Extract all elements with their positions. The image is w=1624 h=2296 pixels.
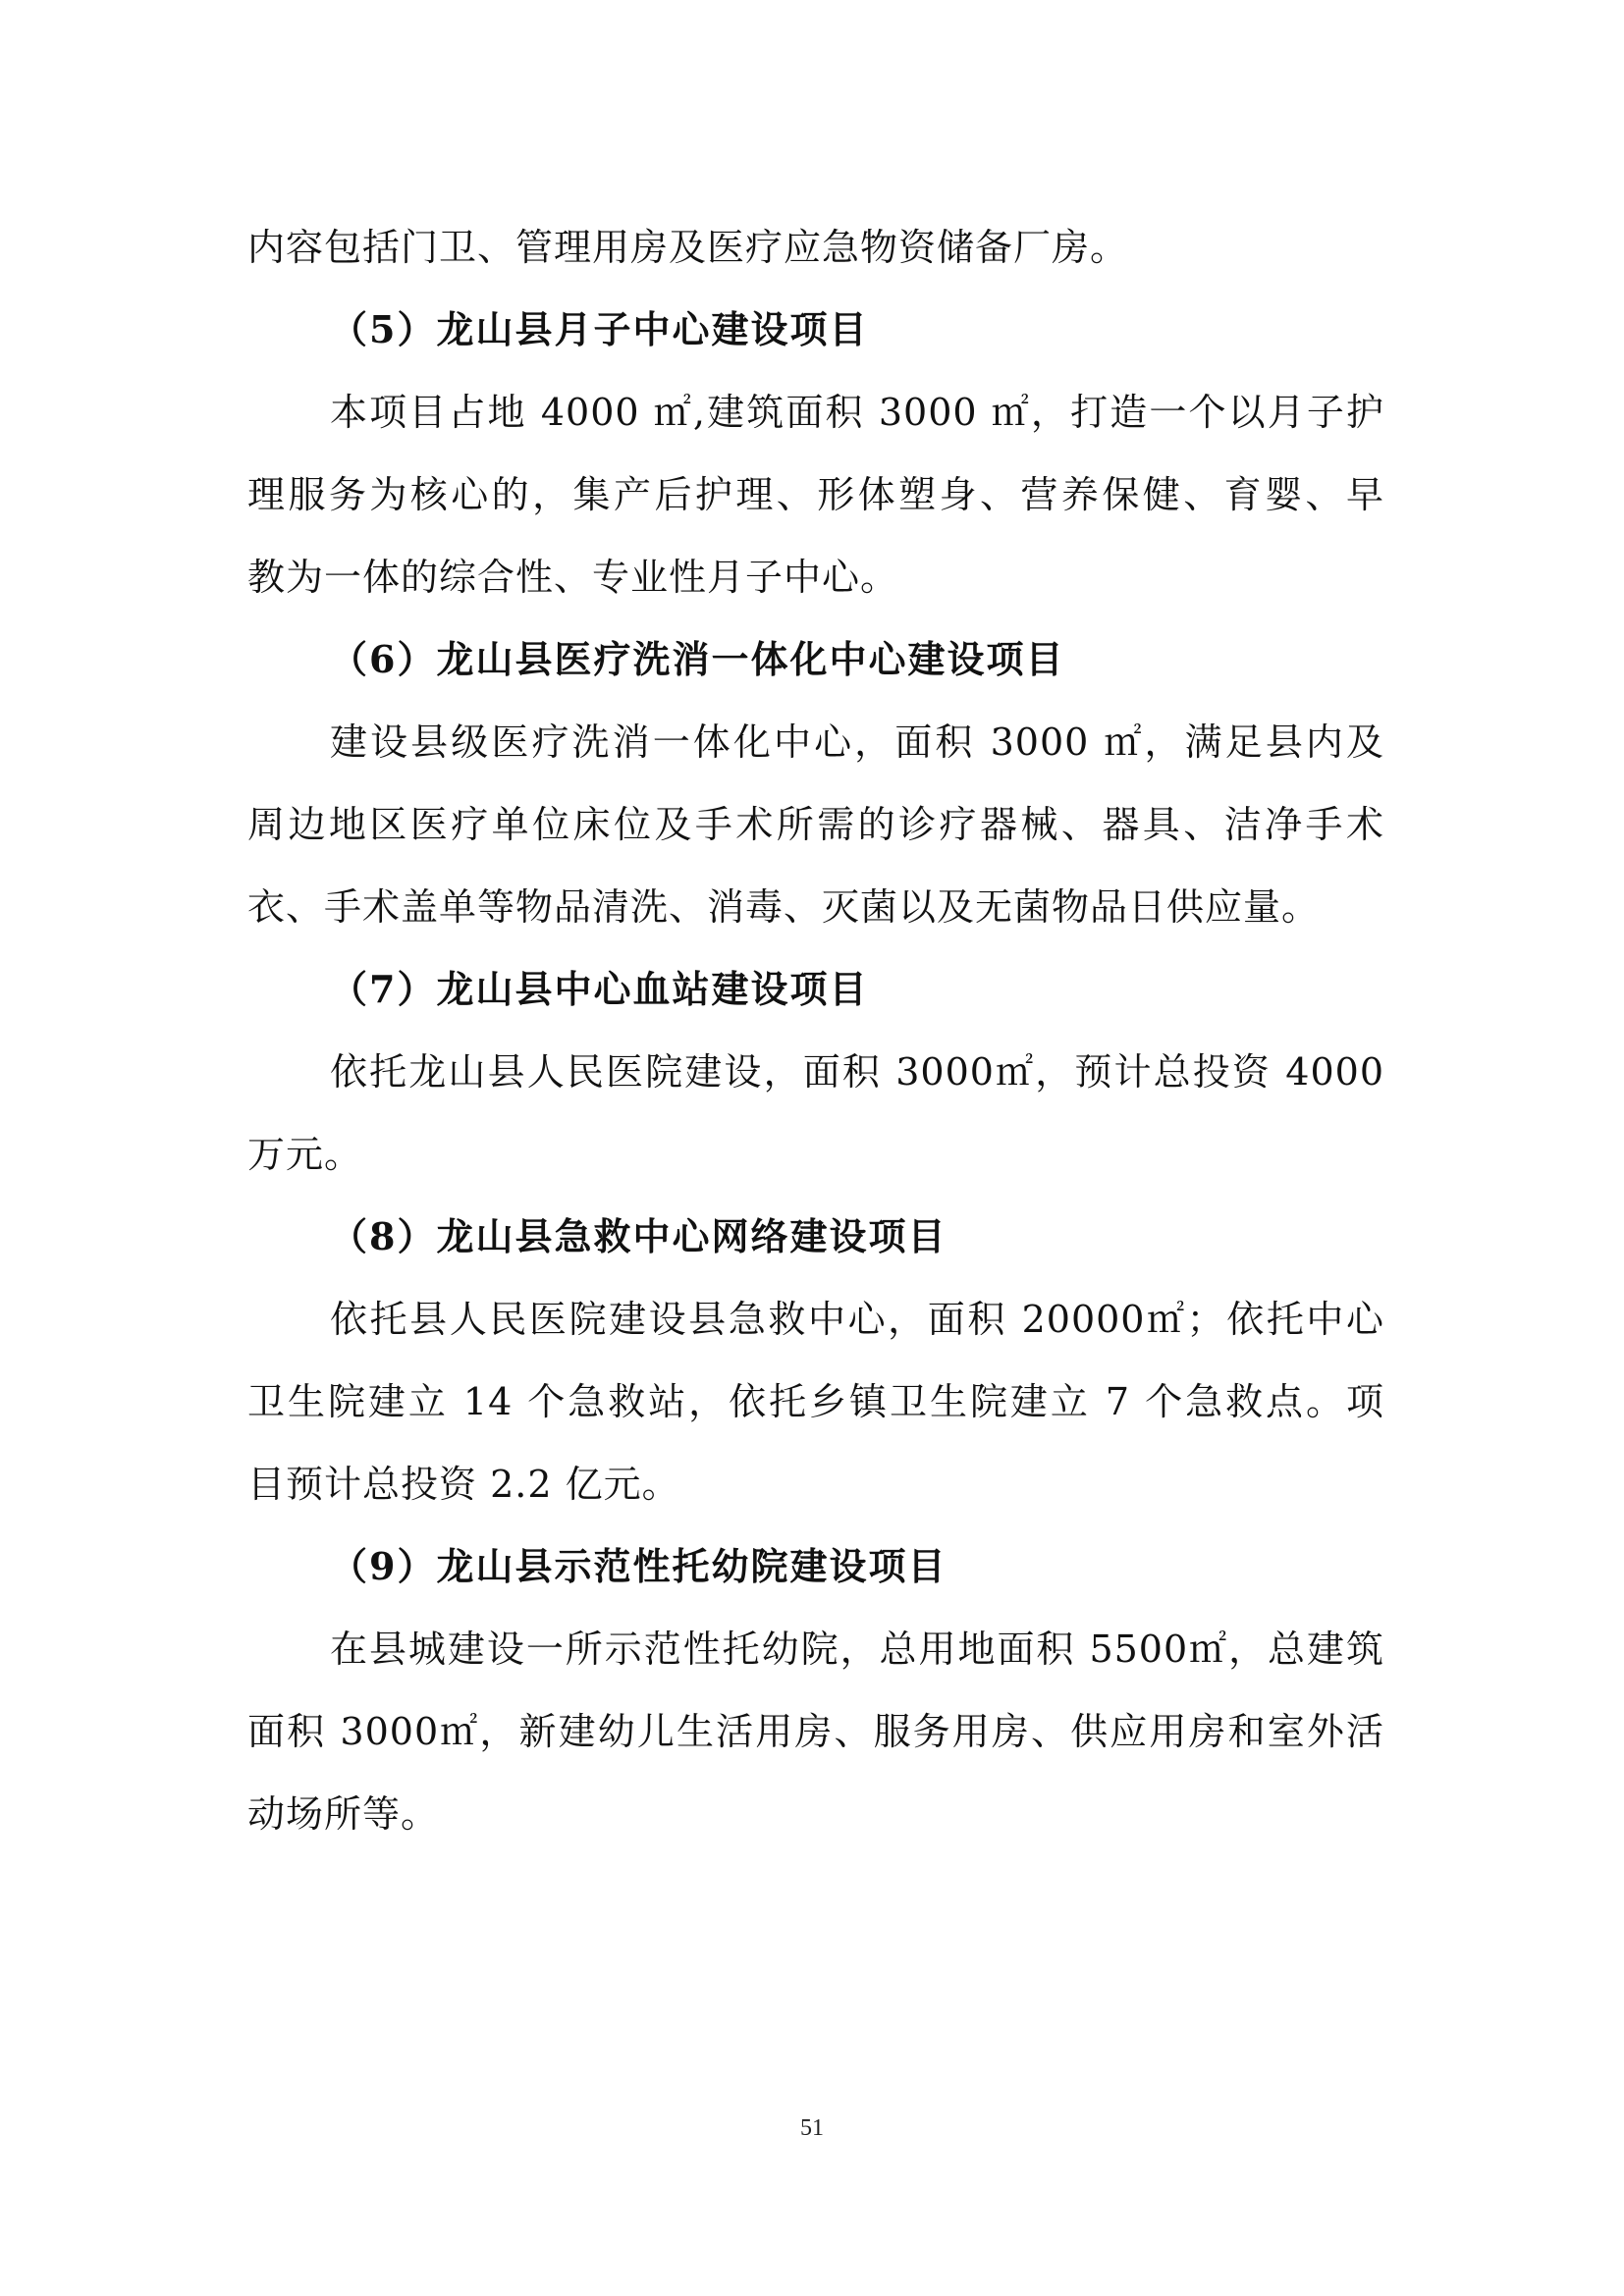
section-heading: （7）龙山县中心血站建设项目 [330, 967, 869, 1011]
paragraph-line: 教为一体的综合性、专业性月子中心。 [247, 556, 899, 599]
paragraph-line: 卫生院建立 14 个急救站，依托乡镇卫生院建立 7 个急救点。项 [247, 1380, 1384, 1423]
paragraph-line: 依托龙山县人民医院建设，面积 3000㎡，预计总投资 4000 [330, 1050, 1384, 1094]
section-9 [247, 1525, 1384, 1855]
paragraph-line: 目预计总投资 2.2 亿元。 [247, 1463, 680, 1506]
paragraph-line: 依托县人民医院建设县急救中心，面积 20000㎡；依托中心 [330, 1298, 1384, 1341]
page-number: 51 [800, 2115, 824, 2141]
paragraph-line: 本项目占地 4000 ㎡,建筑面积 3000 ㎡，打造一个以月子护 [330, 391, 1384, 434]
paragraph-line: 万元。 [247, 1133, 363, 1176]
section-6 [247, 618, 1384, 948]
paragraph-line: 建设县级医疗洗消一体化中心，面积 3000 ㎡，满足县内及 [330, 721, 1384, 764]
section-heading: （8）龙山县急救中心网络建设项目 [330, 1214, 947, 1258]
intro-line: 内容包括门卫、管理用房及医疗应急物资储备厂房。 [247, 226, 1129, 269]
paragraph-line: 理服务为核心的，集产后护理、形体塑身、营养保健、育婴、早 [247, 473, 1384, 516]
section-heading: （6）龙山县医疗洗消一体化中心建设项目 [330, 637, 1065, 681]
paragraph-line: 周边地区医疗单位床位及手术所需的诊疗器械、器具、洁净手术 [247, 803, 1384, 846]
paragraph-line: 衣、手术盖单等物品清洗、消毒、灭菌以及无菌物品日供应量。 [247, 885, 1321, 929]
section-heading: （9）龙山县示范性托幼院建设项目 [330, 1544, 947, 1588]
section-8 [247, 1196, 1384, 1525]
section-7 [247, 948, 1384, 1196]
document-body [247, 206, 1384, 1855]
paragraph-line: 在县城建设一所示范性托幼院，总用地面积 5500㎡，总建筑 [330, 1628, 1384, 1671]
paragraph-line: 面积 3000㎡，新建幼儿生活用房、服务用房、供应用房和室外活 [247, 1710, 1384, 1753]
section-5 [247, 289, 1384, 618]
paragraph-line: 动场所等。 [247, 1792, 440, 1836]
section-heading: （5）龙山县月子中心建设项目 [330, 307, 869, 351]
